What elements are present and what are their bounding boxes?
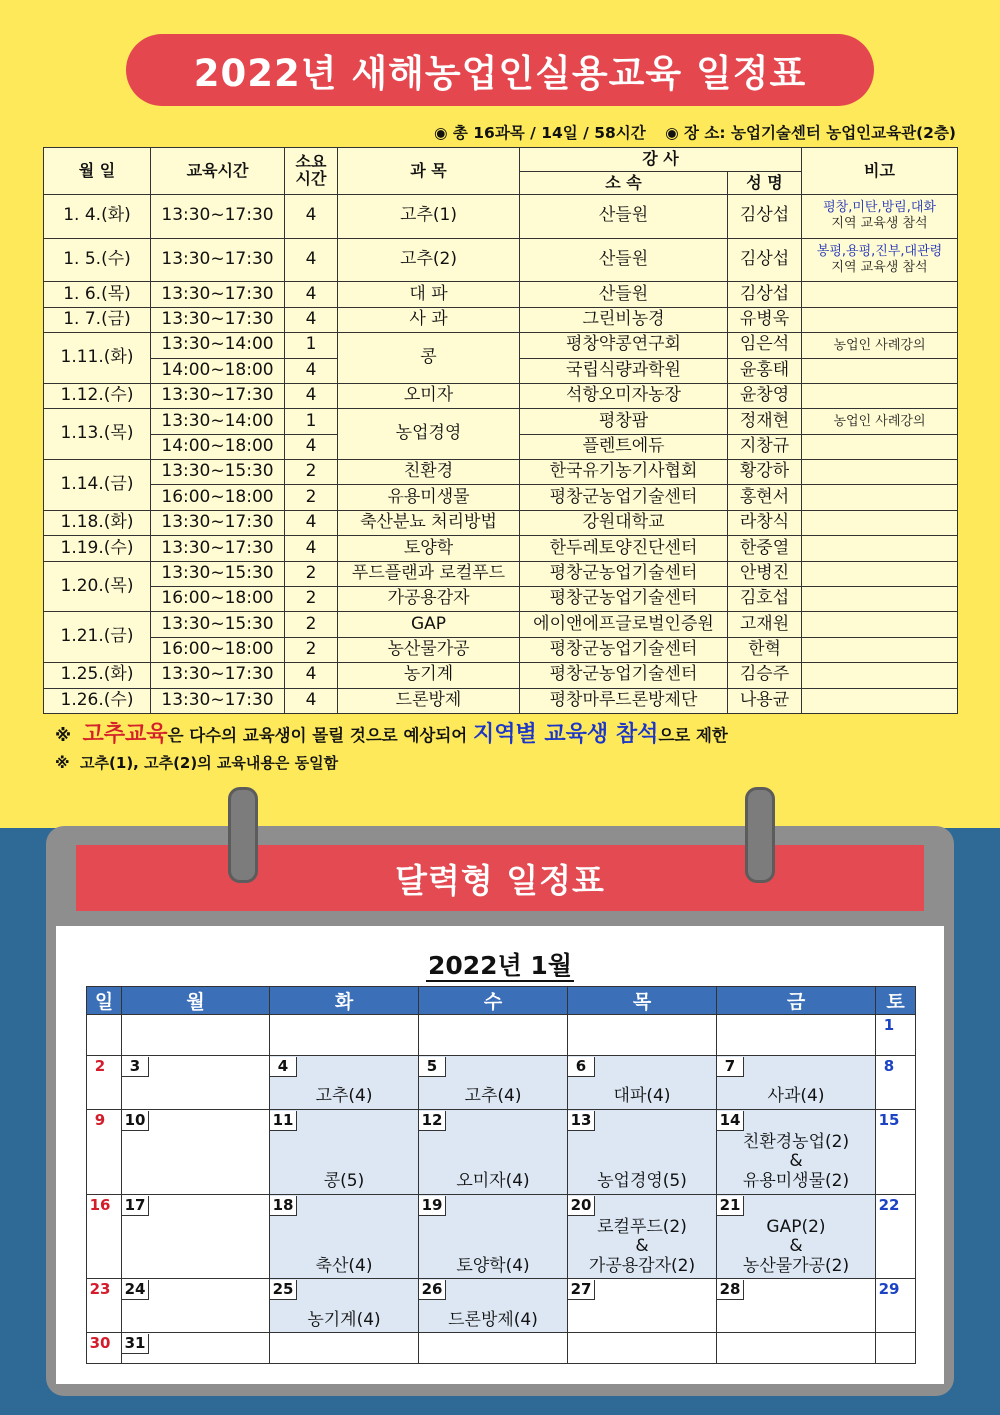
calendar-day-cell [122,1279,270,1333]
cell-hours: 2 [285,561,338,586]
cell-name: 고재원 [728,612,802,637]
calendar-day-cell [717,1015,876,1056]
cell-time: 13:30~17:30 [151,307,285,332]
cell-date: 1.26.(수) [44,688,151,713]
cell-name: 임은석 [728,333,802,358]
cell-org: 한국유기농기사협회 [520,460,728,485]
cell-time: 13:30~17:30 [151,536,285,561]
weekday-thu: 목 [568,987,717,1015]
table-row [44,460,958,485]
day-number: 2 [94,1056,106,1075]
header-instructor: 강 사 [520,148,802,172]
weekday-wed: 수 [419,987,568,1015]
remark-note: 지역 교육생 참석 [831,260,928,275]
calendar-day-cell [568,1279,717,1333]
cell-remark [802,612,958,637]
month-title-text: 2022년 1월 [428,951,572,980]
calendar-event: 드론방제(4) [448,1309,538,1330]
calendar-event: 고추(4) [464,1086,522,1107]
cell-subject: 오미자 [338,383,520,408]
calendar-day-cell [87,1194,122,1279]
summary-totals: ◉ 총 16과목 / 14일 / 58시간 [433,124,646,142]
cell-remark [802,307,958,332]
weekday-fri: 금 [717,987,876,1015]
day-number: 4 [270,1057,297,1077]
calendar-day-cell [419,1015,568,1056]
cell-org: 평창군농업기술센터 [520,637,728,662]
calendar-day-cell [568,1015,717,1056]
cell-time: 13:30~14:00 [151,409,285,434]
cell-time: 14:00~18:00 [151,358,285,383]
cell-org: 석항오미자농장 [520,383,728,408]
table-row [44,688,958,713]
calendar-day-cell [122,1194,270,1279]
day-number: 30 [89,1334,111,1353]
header-time: 교육시간 [151,148,285,195]
page-title: 2022년 새해농업인실용교육 일정표 [126,34,874,106]
cell-hours: 2 [285,637,338,662]
cell-org: 국립식량과학원 [520,358,728,383]
cell-remark [802,688,958,713]
calendar-day-cell [717,1055,876,1109]
cell-subject: 드론방제 [338,688,520,713]
cell-date: 1.21.(금) [44,612,151,663]
cell-subject: 푸드플랜과 로컬푸드 [338,561,520,586]
weekday-sat: 토 [876,987,916,1015]
cell-remark [802,637,958,662]
calendar-day-cell [122,1055,270,1109]
note2-text: 고추(1), 고추(2)의 교육내용은 동일함 [80,754,339,772]
cell-date: 1. 4.(화) [44,195,151,239]
day-number: 1 [883,1016,895,1034]
cell-remark [802,663,958,688]
cell-subject: 농업경영 [338,409,520,460]
calendar-week-row [87,1109,916,1194]
day-number: 3 [122,1057,149,1077]
table-row [44,333,958,358]
cell-name: 라창식 [728,510,802,535]
calendar-day-cell [568,1194,717,1279]
cell-subject: 농기계 [338,663,520,688]
calendar-event: 축산(4) [315,1255,373,1276]
calendar-day-cell [568,1055,717,1109]
calendar-event: 농기계(4) [307,1309,381,1330]
cell-time: 16:00~18:00 [151,637,285,662]
calendar-week-row [87,1279,916,1333]
calendar-day-cell [270,1333,419,1364]
calendar-day-cell [876,1333,916,1364]
cell-hours: 4 [285,282,338,307]
table-row [44,587,958,612]
cell-remark: 농업인 사례강의 [802,333,958,358]
day-number: 21 [717,1196,744,1216]
weekday-mon: 월 [122,987,270,1015]
cell-hours: 2 [285,460,338,485]
table-row [44,307,958,332]
cell-subject: 친환경 [338,460,520,485]
cell-hours: 4 [285,307,338,332]
cell-hours: 4 [285,434,338,459]
header-name: 성 명 [728,172,802,195]
cell-name: 유병욱 [728,307,802,332]
cell-name: 안병진 [728,561,802,586]
binder-ring-icon [745,787,775,883]
summary-line [420,121,956,143]
calendar-event: 대파(4) [613,1086,671,1107]
cell-time: 13:30~17:30 [151,688,285,713]
cell-date: 1.14.(금) [44,460,151,511]
cell-org: 평창팜 [520,409,728,434]
note-highlight-red: 고추교육 [82,722,168,747]
day-number: 23 [89,1280,111,1299]
table-row [44,536,958,561]
cell-name: 윤창영 [728,383,802,408]
calendar-week-row [87,1194,916,1279]
table-row [44,238,958,282]
table-row [44,637,958,662]
cell-subject: 유용미생물 [338,485,520,510]
cell-hours: 4 [285,536,338,561]
calendar-day-cell [419,1333,568,1364]
cell-hours: 4 [285,510,338,535]
cell-subject: 사 과 [338,307,520,332]
day-number: 5 [419,1057,446,1077]
table-row [44,383,958,408]
calendar-event: 오미자(4) [456,1171,530,1192]
cell-name: 윤홍태 [728,358,802,383]
cell-name: 김상섭 [728,282,802,307]
table-row [44,510,958,535]
calendar-day-cell [270,1194,419,1279]
cell-remark [802,510,958,535]
day-number: 9 [94,1110,106,1129]
cell-remark [802,383,958,408]
cell-date: 1.18.(화) [44,510,151,535]
cell-hours: 2 [285,587,338,612]
cell-remark [802,282,958,307]
calendar-day-cell [87,1015,122,1056]
note-text-end: 으로 제한 [658,726,728,745]
cell-time: 13:30~15:30 [151,460,285,485]
remark-regions: 봉평,용평,진부,대관령 [816,243,943,259]
table-row [44,195,958,239]
day-number: 22 [878,1195,900,1214]
remark-note: 지역 교육생 참석 [831,216,928,232]
calendar-week-row [87,1015,916,1056]
cell-org: 한두레토양진단센터 [520,536,728,561]
day-number: 28 [717,1280,744,1300]
day-number: 20 [568,1196,595,1216]
note-mark: ※ [55,754,70,772]
remark-regions: 평창,미탄,방림,대화 [823,200,936,216]
day-number: 27 [568,1280,595,1300]
cell-subject: 고추(2) [338,238,520,282]
cell-remark [802,561,958,586]
calendar-day-cell [419,1194,568,1279]
cell-subject: 가공용감자 [338,587,520,612]
cell-time: 13:30~17:30 [151,238,285,282]
cell-remark [802,587,958,612]
calendar-event: 토양학(4) [456,1255,530,1276]
header-affiliation: 소 속 [520,172,728,195]
calendar-week-row [87,1055,916,1109]
day-number: 6 [568,1057,595,1077]
table-row [44,282,958,307]
note-red-pepper-limit [55,717,728,748]
cell-name: 김상섭 [728,238,802,282]
weekday-header-row [87,987,916,1015]
calendar-day-cell [87,1333,122,1364]
cell-remark [802,358,958,383]
day-number: 25 [270,1280,297,1300]
cell-time: 16:00~18:00 [151,587,285,612]
day-number: 7 [717,1057,744,1077]
cell-org: 산들원 [520,238,728,282]
calendar-day-cell [122,1109,270,1194]
cell-subject: 콩 [338,333,520,384]
calendar-day-cell [717,1279,876,1333]
cell-remark [802,238,958,282]
cell-remark: 농업인 사례강의 [802,409,958,434]
day-number: 31 [122,1334,149,1354]
cell-name: 나용균 [728,688,802,713]
cell-time: 13:30~17:30 [151,195,285,239]
cell-org: 그린비농경 [520,307,728,332]
cell-hours: 2 [285,485,338,510]
calendar-day-cell [876,1015,916,1056]
calendar-day-cell [270,1055,419,1109]
cell-name: 한중열 [728,536,802,561]
cell-name: 김호섭 [728,587,802,612]
calendar-day-cell [87,1055,122,1109]
cell-name: 김상섭 [728,195,802,239]
calendar-event: 친환경농업(2) & 유용미생물(2) [742,1131,850,1192]
schedule-table [43,147,958,714]
calendar-day-cell [876,1055,916,1109]
cell-time: 14:00~18:00 [151,434,285,459]
cell-hours: 4 [285,383,338,408]
calendar-day-cell [717,1194,876,1279]
table-row [44,663,958,688]
cell-date: 1.13.(목) [44,409,151,460]
cell-org: 강원대학교 [520,510,728,535]
cell-remark [802,460,958,485]
header-subject: 과 목 [338,148,520,195]
cell-org: 평창군농업기술센터 [520,663,728,688]
table-row [44,485,958,510]
table-row [44,612,958,637]
cell-name: 지창규 [728,434,802,459]
cell-date: 1.19.(수) [44,536,151,561]
cell-date: 1. 7.(금) [44,307,151,332]
cell-time: 16:00~18:00 [151,485,285,510]
cell-name: 한혁 [728,637,802,662]
header-remark: 비고 [802,148,958,195]
day-number: 11 [270,1111,297,1131]
cell-hours: 4 [285,358,338,383]
calendar-day-cell [419,1279,568,1333]
cell-hours: 1 [285,409,338,434]
cell-org: 평창마루드론방제단 [520,688,728,713]
calendar-event: 콩(5) [323,1171,365,1192]
cell-subject: 고추(1) [338,195,520,239]
day-number: 24 [122,1280,149,1300]
day-number: 10 [122,1111,149,1131]
cell-hours: 2 [285,612,338,637]
cell-name: 황강하 [728,460,802,485]
cell-org: 산들원 [520,282,728,307]
calendar-day-cell [87,1279,122,1333]
calendar-day-cell [717,1333,876,1364]
day-number: 14 [717,1111,744,1131]
cell-date: 1.11.(화) [44,333,151,384]
cell-time: 13:30~14:00 [151,333,285,358]
calendar-day-cell [419,1055,568,1109]
calendar-day-cell [876,1279,916,1333]
day-number: 8 [883,1056,895,1075]
calendar-day-cell [717,1109,876,1194]
calendar-week-row [87,1333,916,1364]
cell-subject: 축산분뇨 처리방법 [338,510,520,535]
note-highlight-blue: 지역별 교육생 참석 [473,722,659,747]
cell-date: 1. 6.(목) [44,282,151,307]
cell-remark [802,536,958,561]
cell-org: 평창군농업기술센터 [520,587,728,612]
cell-time: 13:30~15:30 [151,561,285,586]
cell-hours: 4 [285,195,338,239]
cell-org: 평창약콩연구회 [520,333,728,358]
cell-date: 1.20.(목) [44,561,151,612]
header-date: 월 일 [44,148,151,195]
day-number: 19 [419,1196,446,1216]
calendar-day-cell [122,1015,270,1056]
cell-org: 산들원 [520,195,728,239]
cell-date: 1.25.(화) [44,663,151,688]
day-number: 12 [419,1111,446,1131]
cell-hours: 4 [285,688,338,713]
day-number: 17 [122,1196,149,1216]
note-mark: ※ [55,726,72,745]
day-number: 29 [878,1280,900,1299]
calendar-day-cell [87,1109,122,1194]
weekday-sun: 일 [87,987,122,1015]
summary-place: ◉ 장 소: 농업기술센터 농업인교육관(2층) [665,124,956,142]
calendar-event: 로컬푸드(2) & 가공용감자(2) [588,1216,696,1276]
day-number: 16 [89,1195,111,1214]
cell-org: 평창군농업기술센터 [520,485,728,510]
cell-org: 에이앤에프글로벌인증원 [520,612,728,637]
calendar-day-cell [419,1109,568,1194]
calendar-day-cell [876,1109,916,1194]
calendar-day-cell [270,1279,419,1333]
cell-remark [802,485,958,510]
cell-name: 정재현 [728,409,802,434]
calendar-day-cell [122,1333,270,1364]
day-number: 18 [270,1196,297,1216]
calendar-band-title: 달력형 일정표 [76,845,924,911]
cell-org: 평창군농업기술센터 [520,561,728,586]
cell-org: 플렌트에듀 [520,434,728,459]
cell-subject: 대 파 [338,282,520,307]
cell-name: 김승주 [728,663,802,688]
cell-hours: 1 [285,333,338,358]
cell-hours: 4 [285,238,338,282]
calendar-grid [86,986,916,1364]
calendar-day-cell [270,1109,419,1194]
day-number: 26 [419,1280,446,1300]
header-hours: 소요 시간 [285,148,338,195]
calendar-event: 농업경영(5) [597,1171,687,1192]
cell-time: 13:30~17:30 [151,383,285,408]
cell-subject: 토양학 [338,536,520,561]
cell-time: 13:30~17:30 [151,510,285,535]
day-number: 13 [568,1111,595,1131]
table-row [44,409,958,434]
calendar-day-cell [270,1015,419,1056]
day-number: 15 [878,1110,900,1129]
cell-subject: GAP [338,612,520,637]
calendar-event: 사과(4) [767,1086,825,1107]
cell-name: 홍현서 [728,485,802,510]
calendar-month-title [0,946,1000,982]
calendar-day-cell [568,1109,717,1194]
weekday-tue: 화 [270,987,419,1015]
cell-remark [802,195,958,239]
note-text: 은 다수의 교육생이 몰릴 것으로 예상되어 [167,726,473,745]
cell-time: 13:30~15:30 [151,612,285,637]
cell-subject: 농산물가공 [338,637,520,662]
calendar-day-cell [876,1194,916,1279]
calendar-event: GAP(2) & 농산물가공(2) [742,1216,850,1276]
binder-ring-icon [228,787,258,883]
cell-time: 13:30~17:30 [151,663,285,688]
calendar-day-cell [568,1333,717,1364]
note-same-content [55,752,338,773]
calendar-event: 고추(4) [315,1086,373,1107]
cell-date: 1. 5.(수) [44,238,151,282]
cell-remark [802,434,958,459]
cell-time: 13:30~17:30 [151,282,285,307]
cell-hours: 4 [285,663,338,688]
table-row [44,561,958,586]
cell-date: 1.12.(수) [44,383,151,408]
